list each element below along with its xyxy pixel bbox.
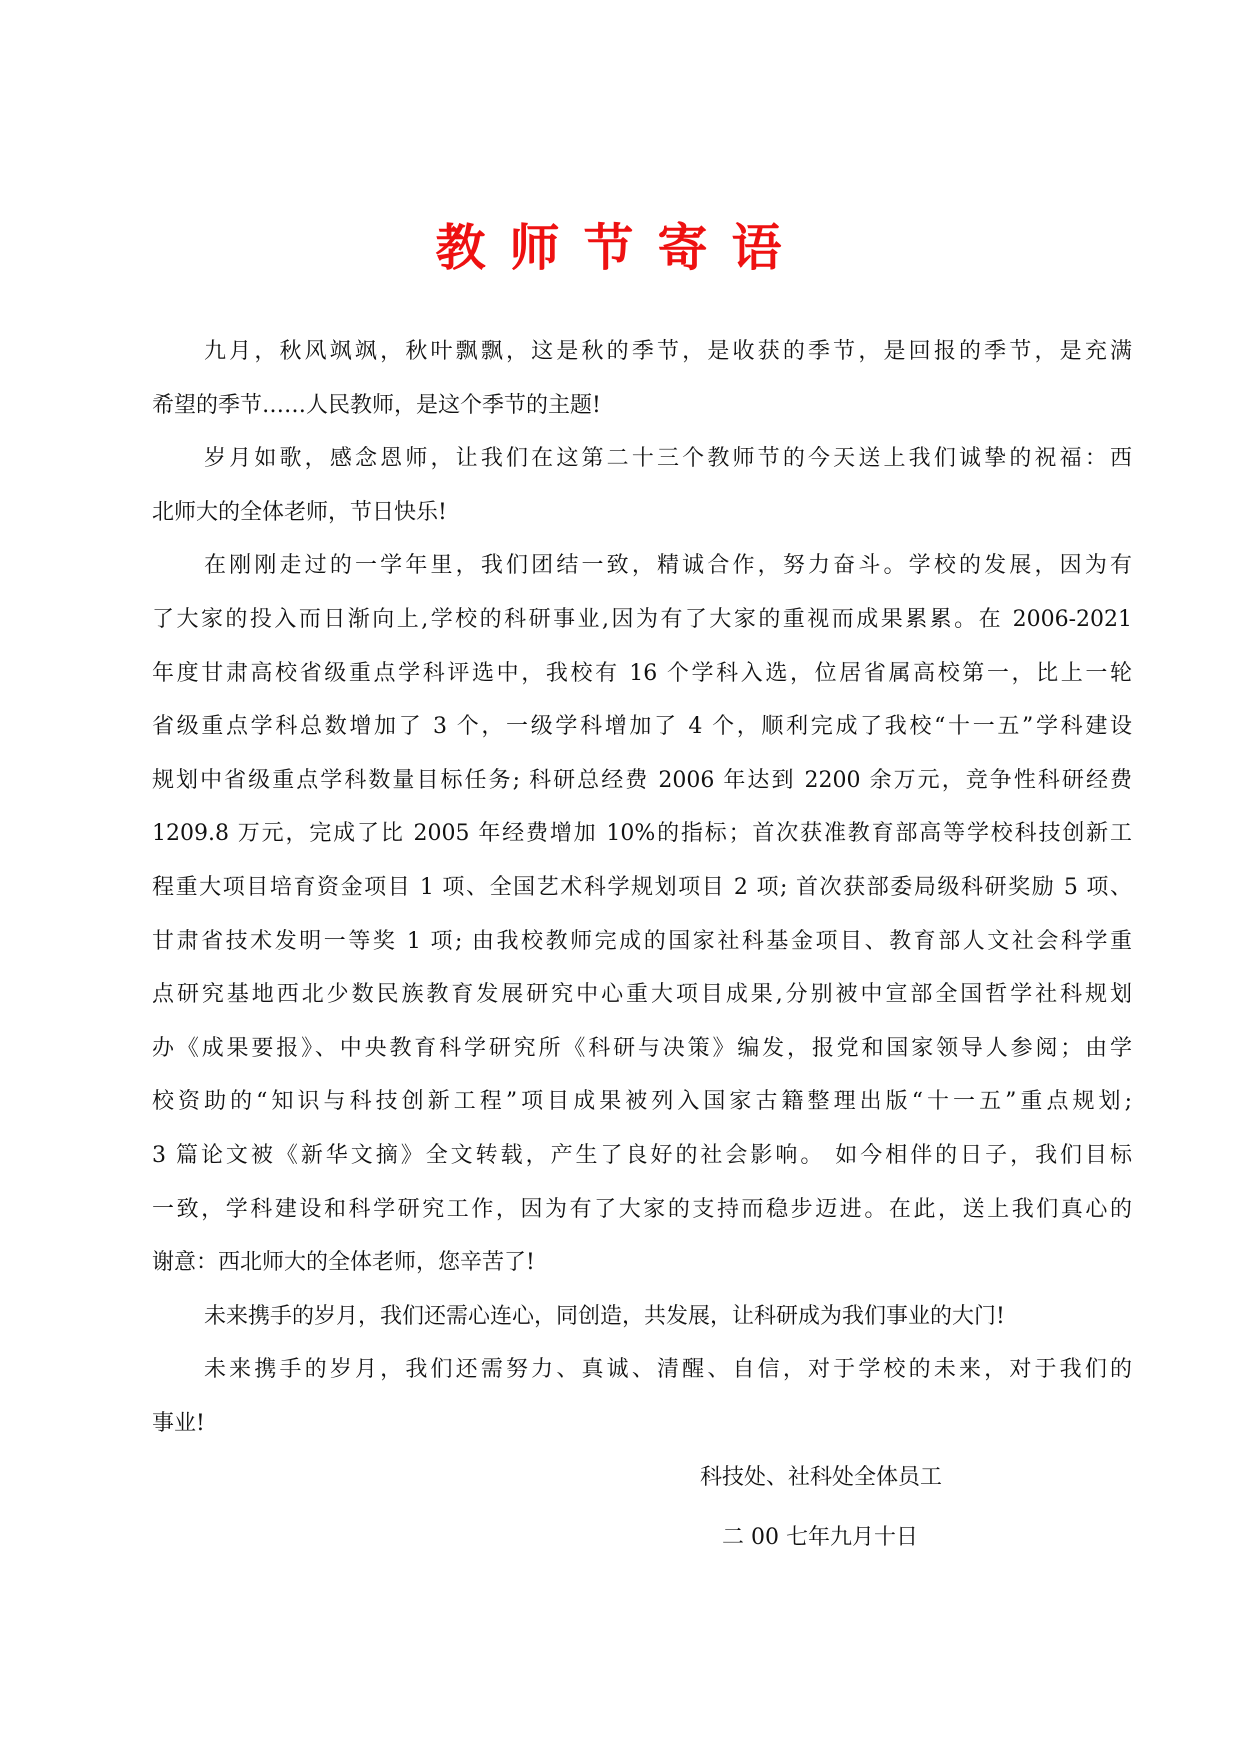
text-line: 谢意：西北师大的全体老师，您辛苦了! <box>152 1250 535 1276</box>
text-line: 3 篇论文被《新华文摘》全文转载，产生了良好的社会影响。 如今相伴的日子，我们目标 <box>152 1142 1132 1168</box>
paragraph <box>152 1343 1132 1450</box>
text-line: 岁月如歌，感念恩师，让我们在这第二十三个教师节的今天送上我们诚挚的祝福：西 <box>204 446 1132 472</box>
text-line: 一致，学科建设和科学研究工作，因为有了大家的支持而稳步迈进。在此，送上我们真心的 <box>152 1196 1132 1222</box>
paragraph <box>152 1290 1132 1344</box>
signature-organization: 科技处、社科处全体员工 <box>700 1465 943 1490</box>
text-line: 九月，秋风飒飒，秋叶飘飘，这是秋的季节，是收获的季节，是回报的季节，是充满 <box>204 339 1132 364</box>
text-line: 未来携手的岁月，我们还需努力、真诚、清醒、自信，对于学校的未来，对于我们的 <box>204 1357 1132 1383</box>
text-line: 北师大的全体老师，节日快乐! <box>152 499 447 525</box>
page-title: 教师节寄语 <box>435 219 806 277</box>
text-line: 在刚刚走过的一学年里，我们团结一致，精诚合作，努力奋斗。学校的发展，因为有 <box>204 553 1132 579</box>
text-line: 年度甘肃高校省级重点学科评选中，我校有 16 个学科入选，位居省属高校第一，比上一轮 <box>152 660 1132 686</box>
text-line: 点研究基地西北少数民族教育发展研究中心重大项目成果,分别被中宣部全国哲学社科规划 <box>152 982 1132 1008</box>
text-line: 事业! <box>152 1410 205 1436</box>
text-line: 办《成果要报》、中央教育科学研究所《科研与决策》编发，报党和国家领导人参阅；由学 <box>152 1035 1132 1061</box>
paragraph <box>152 325 1132 432</box>
text-line: 希望的季节……人民教师，是这个季节的主题! <box>152 392 601 418</box>
paragraph <box>152 539 1132 1289</box>
paragraph <box>152 432 1132 539</box>
text-line: 了大家的投入而日渐向上,学校的科研事业,因为有了大家的重视而成果累累。在 2006-2021 <box>152 606 1132 632</box>
signature-date: 二 00 七年九月十日 <box>722 1525 918 1550</box>
text-line: 甘肃省技术发明一等奖 1 项; 由我校教师完成的国家社科基金项目、教育部人文社会科学重 <box>152 928 1132 954</box>
text-line: 规划中省级重点学科数量目标任务; 科研总经费 2006 年达到 2200 余万元，竞争性科研经费 <box>152 767 1132 793</box>
text-line: 省级重点学科总数增加了 3 个，一级学科增加了 4 个，顺利完成了我校“十一五”学科建设 <box>152 714 1132 740</box>
text-line: 未来携手的岁月，我们还需心连心，同创造，共发展，让科研成为我们事业的大门! <box>204 1303 1005 1329</box>
text-line: 程重大项目培育资金项目 1 项、全国艺术科学规划项目 2 项; 首次获部委局级科研奖励 5 项、 <box>152 874 1132 900</box>
letter-body <box>152 325 1132 1450</box>
text-line: 校资助的“知识与科技创新工程”项目成果被列入国家古籍整理出版“十一五”重点规划; <box>152 1089 1132 1115</box>
text-line: 1209.8 万元，完成了比 2005 年经费增加 10%的指标；首次获准教育部高等学校科技创新工 <box>152 821 1132 847</box>
